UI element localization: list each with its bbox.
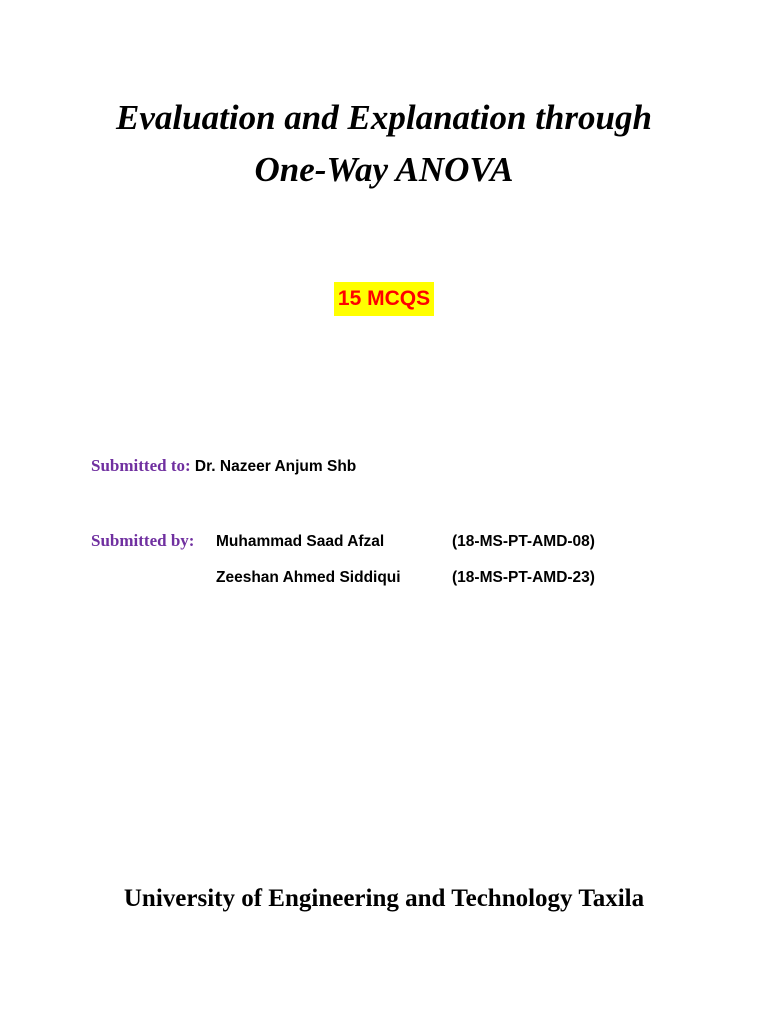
- mcq-badge-container: [0, 282, 768, 316]
- submitted-by-label: Submitted by:: [91, 531, 195, 550]
- submitted-to-label: Submitted to:: [91, 456, 195, 475]
- member-name: Muhammad Saad Afzal: [216, 533, 385, 550]
- submitted-to-row: [91, 455, 356, 478]
- mcq-count-badge: 15 MCQS: [334, 282, 434, 316]
- member-name: Zeeshan Ahmed Siddiqui: [216, 569, 401, 586]
- member-id: (18-MS-PT-AMD-08): [452, 533, 595, 550]
- title-line-2: One-Way ANOVA: [254, 150, 514, 189]
- title-line-1: Evaluation and Explanation through: [116, 98, 652, 137]
- university-name: University of Engineering and Technology Taxila: [123, 885, 645, 912]
- document-title: [0, 92, 768, 196]
- submitted-by-row: [91, 530, 194, 553]
- supervisor-name: Dr. Nazeer Anjum Shb: [194, 458, 357, 475]
- member-id: (18-MS-PT-AMD-23): [452, 569, 595, 586]
